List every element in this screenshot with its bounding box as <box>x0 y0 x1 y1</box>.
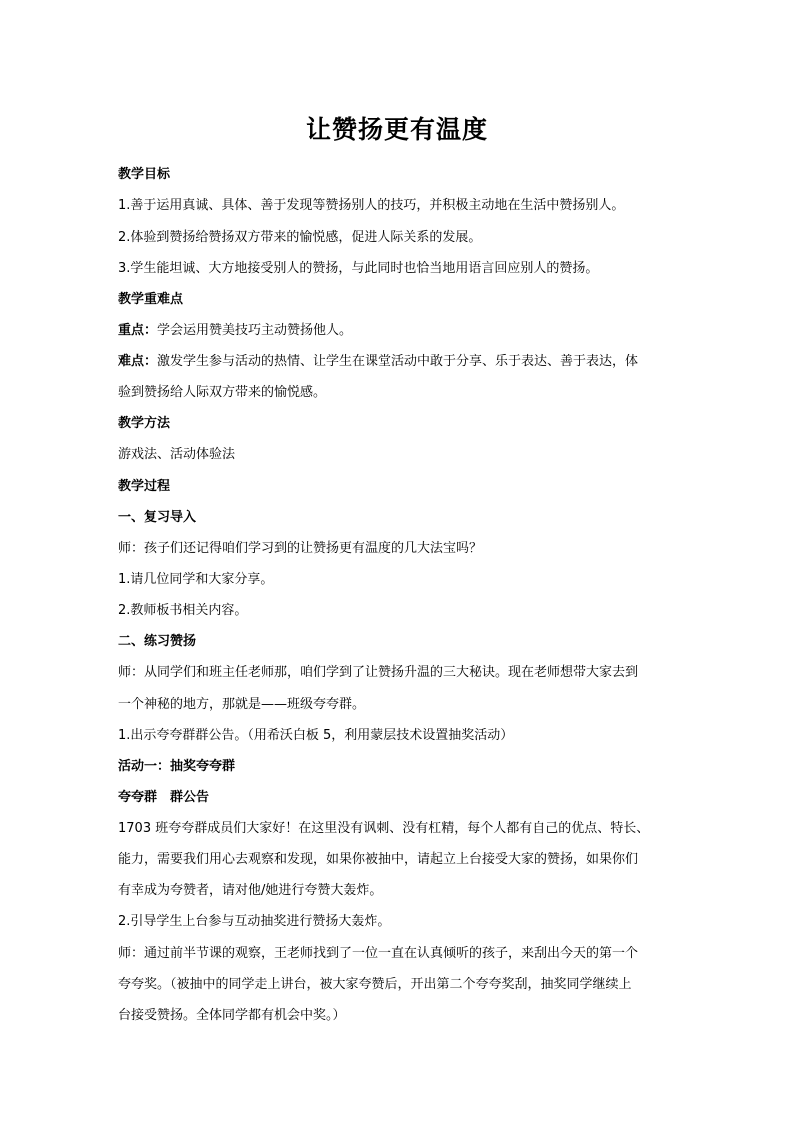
activity-one-heading: 活动一：抽奖夸夸群 <box>118 759 236 774</box>
review-step-2: 2.教师板书相关内容。 <box>118 603 248 618</box>
group-notice-heading: 夸夸群 群公告 <box>118 790 210 805</box>
notice-line-3: 有幸成为夸赞者，请对他/她进行夸赞大轰炸。 <box>118 883 383 898</box>
teacher-lottery-line-3: 台接受赞扬。全体同学都有机会中奖。） <box>118 1008 346 1023</box>
heading-teaching-methods: 教学方法 <box>118 416 171 431</box>
teacher-intro-line-1: 师：从同学们和班主任老师那，咱们学到了让赞扬升温的三大秘诀。现在老师想带大家去到 <box>118 665 639 680</box>
heading-teaching-goals: 教学目标 <box>118 167 171 182</box>
teacher-lottery-line-1: 师：通过前半节课的观察，王老师找到了一位一直在认真倾听的孩子，来刮出今天的第一个 <box>118 946 639 961</box>
teacher-lottery-line-2: 夸夸奖。（被抽中的同学走上讲台，被大家夸赞后，开出第二个夸夸奖刮，抽奖同学继续上 <box>118 977 632 992</box>
key-point-line <box>118 321 698 341</box>
document-title: 让赞扬更有温度 <box>305 115 488 144</box>
teacher-question: 师：孩子们还记得咱们学习到的让赞扬更有温度的几大法宝吗？ <box>118 541 483 556</box>
key-point-text: 学会运用赞美技巧主动赞扬他人。 <box>157 323 353 338</box>
practice-step-1: 1.出示夸夸群群公告。（用希沃白板 5，利用蒙层技术设置抽奖活动） <box>118 728 514 743</box>
section-practice-praise: 二、练习赞扬 <box>118 634 197 649</box>
key-point-label: 重点： <box>118 323 158 338</box>
practice-step-2: 2.引导学生上台参与互动抽奖进行赞扬大轰炸。 <box>118 914 391 929</box>
teacher-intro-line-2: 一个神秘的地方，那就是——班级夸夸群。 <box>118 697 366 712</box>
difficulty-line <box>118 352 698 372</box>
difficulty-label: 难点： <box>118 354 158 369</box>
methods-text: 游戏法、活动体验法 <box>118 447 236 462</box>
goal-item-3: 3.学生能坦诚、大方地接受别人的赞扬，与此同时也恰当地用语言回应别人的赞扬。 <box>118 261 599 276</box>
difficulty-text: 激发学生参与活动的热情、让学生在课堂活动中敢于分享、乐于表达、善于表达，体 <box>157 354 639 369</box>
goal-item-1: 1.善于运用真诚、具体、善于发现等赞扬别人的技巧，并积极主动地在生活中赞扬别人。 <box>118 198 625 213</box>
notice-line-2: 能力，需要我们用心去观察和发现，如果你被抽中，请起立上台接受大家的赞扬，如果你们 <box>118 852 639 867</box>
goal-item-2: 2.体验到赞扬给赞扬双方带来的愉悦感，促进人际关系的发展。 <box>118 230 482 245</box>
notice-line-1: 1703 班夸夸群成员们大家好！在这里没有讽刺、没有杠精，每个人都有自己的优点、特长、 <box>118 821 650 836</box>
difficulty-text-continued: 验到赞扬给人际双方带来的愉悦感。 <box>118 385 327 400</box>
section-review-intro: 一、复习导入 <box>118 510 197 525</box>
heading-key-difficulties: 教学重难点 <box>118 292 184 307</box>
review-step-1: 1.请几位同学和大家分享。 <box>118 572 274 587</box>
heading-teaching-process: 教学过程 <box>118 479 171 494</box>
